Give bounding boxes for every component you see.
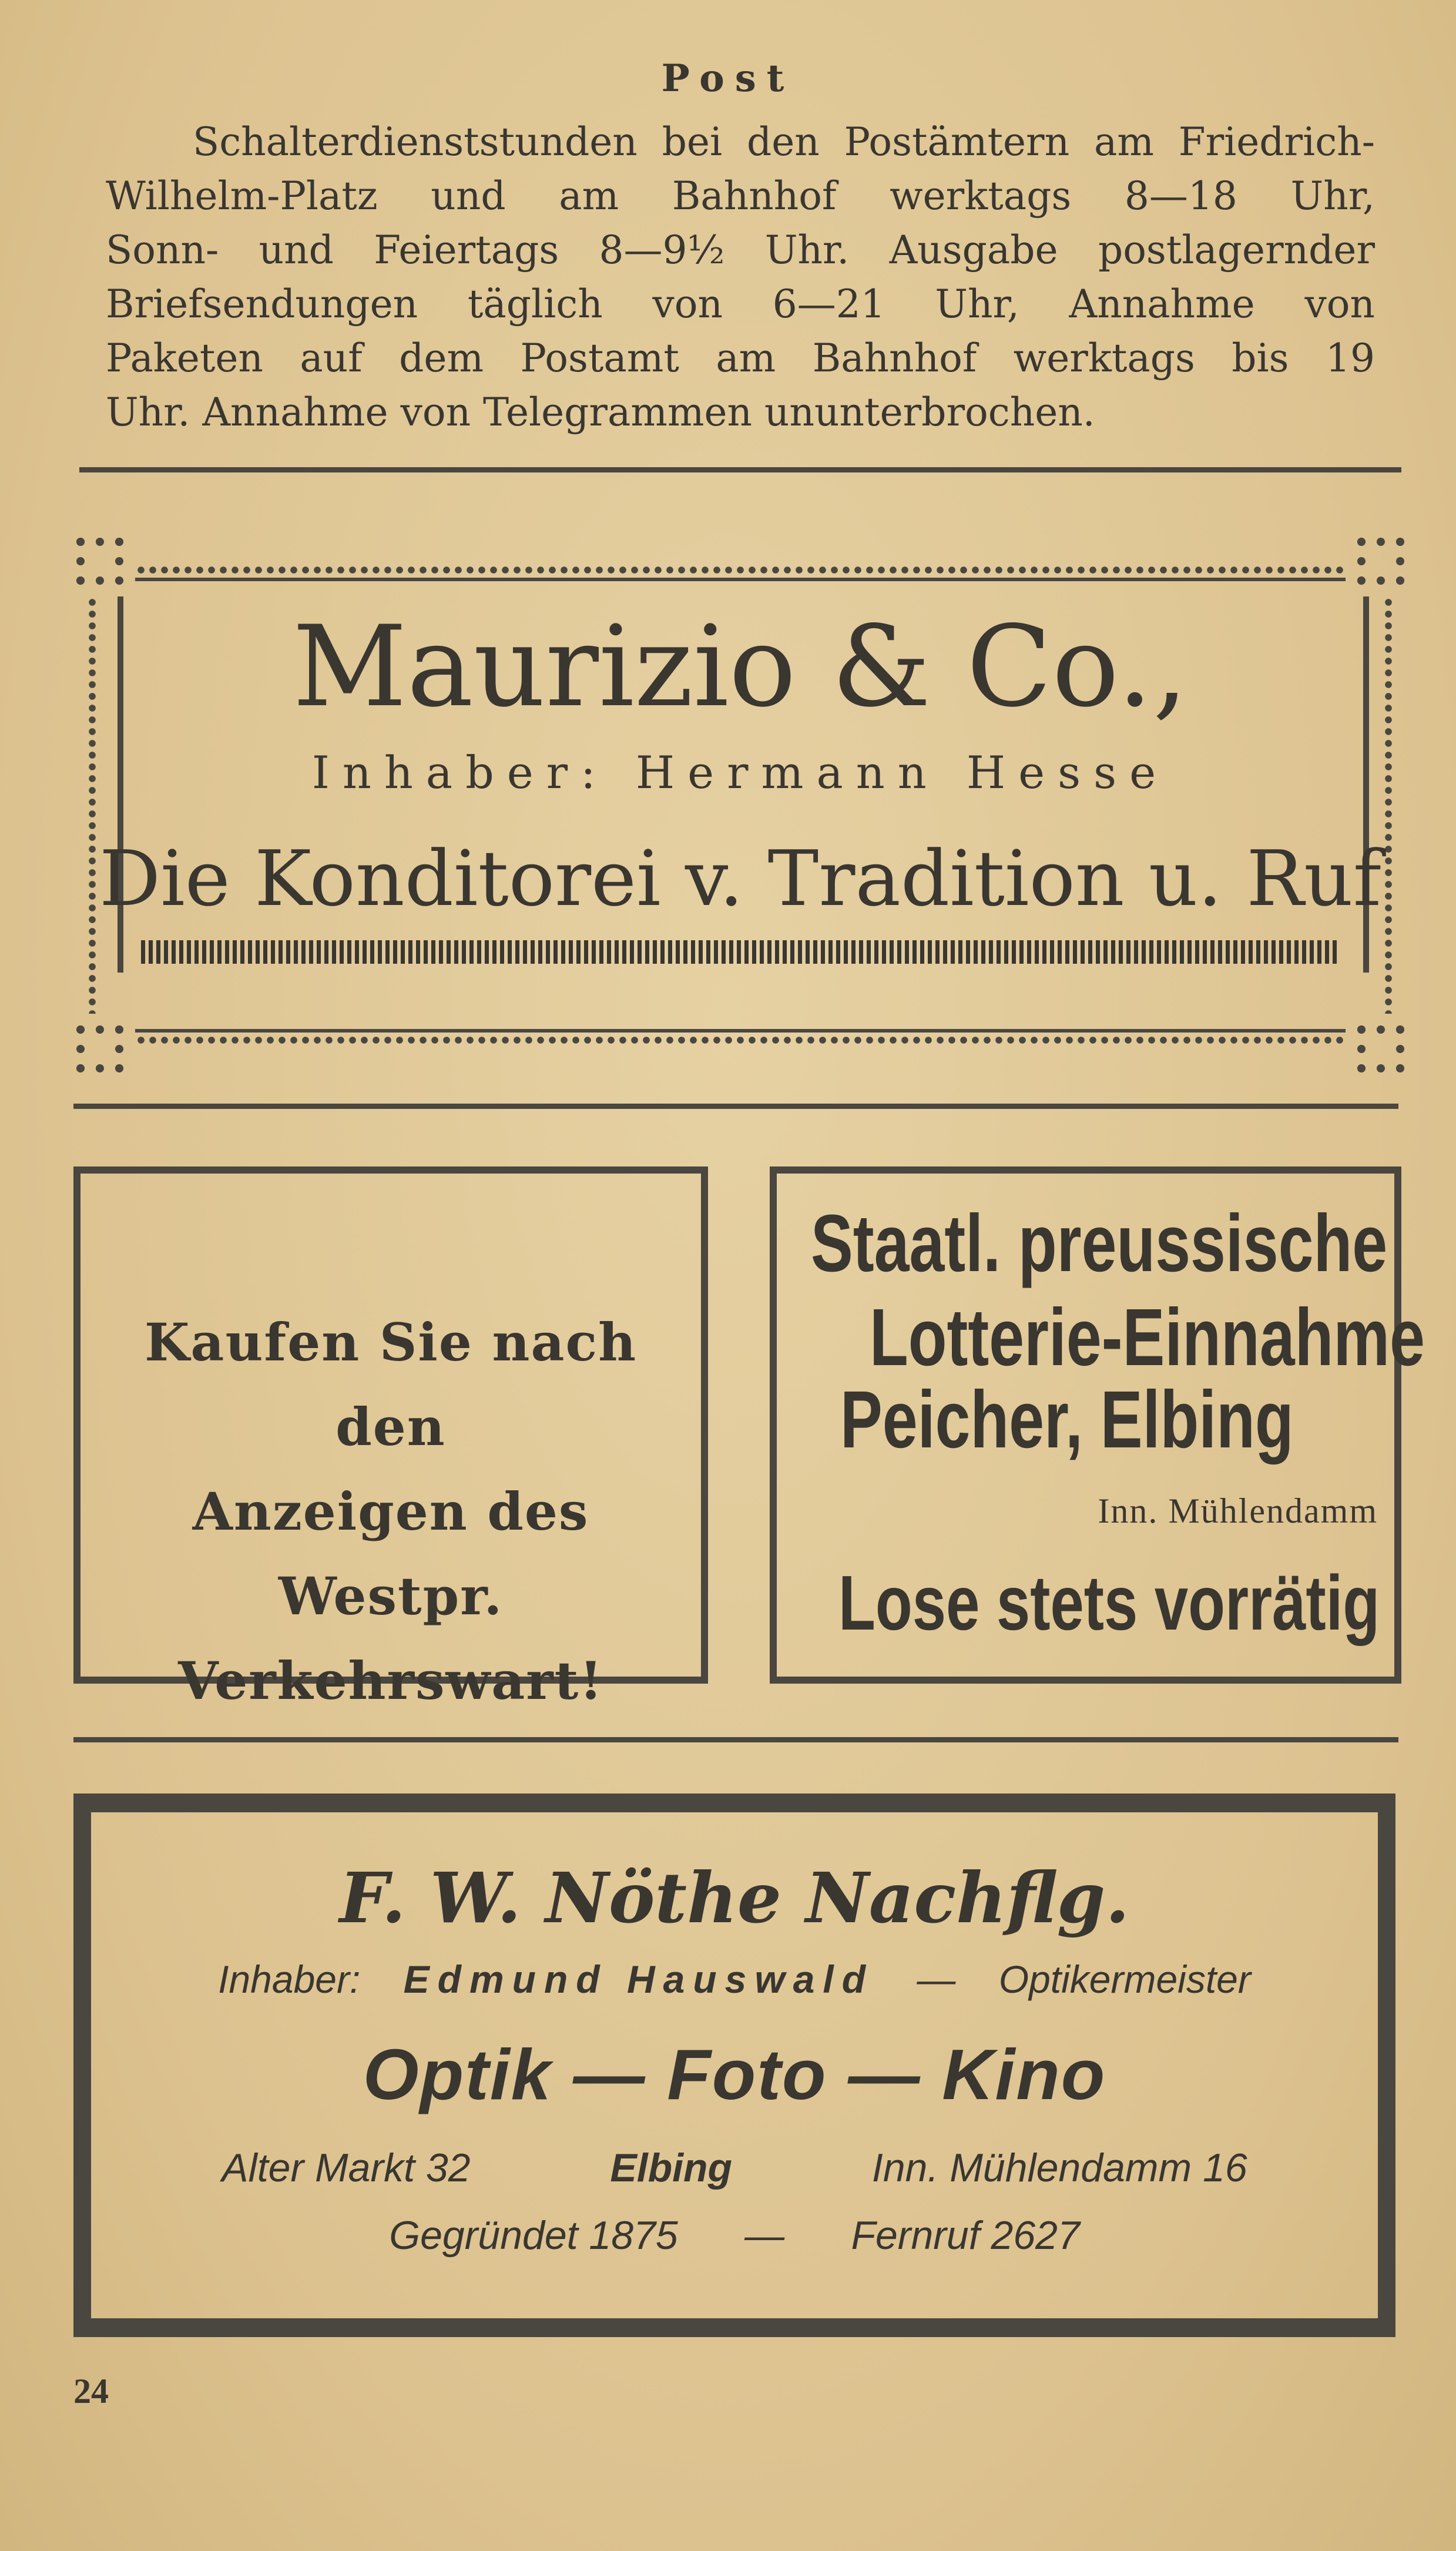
frame-line-top — [135, 578, 1346, 581]
ad-border-left — [73, 1810, 91, 2321]
founded-text: Gegründet 1875 — [389, 2213, 678, 2258]
ad-services: Optik — Foto — Kino — [363, 2034, 1106, 2114]
ad-owner — [91, 1957, 1378, 2002]
ad-owner: Inhaber: Hermann Hesse — [311, 746, 1169, 799]
ad-border-top — [73, 1794, 1395, 1812]
ad-line: Anzeigen des — [192, 1481, 589, 1542]
ad-border-bottom — [73, 2318, 1395, 2337]
ad-lotterie — [770, 1166, 1425, 1684]
ad-slogan: Die Konditorei v. Tradition u. Ruf — [99, 834, 1381, 923]
corner-ornament — [76, 538, 123, 585]
founded-dash: — — [744, 2213, 785, 2258]
ad-line: Kaufen Sie nach den — [144, 1312, 638, 1457]
divider-rule — [73, 1104, 1398, 1109]
post-line: Wilhelm-Platz und am Bahnhof werktags 8—18 Uhr, — [106, 173, 1375, 219]
ad-founded — [91, 2213, 1378, 2258]
ad-address — [91, 2145, 1378, 2191]
ad-verkehrswart — [73, 1166, 708, 1711]
ad-border-right — [1378, 1810, 1395, 2321]
post-line: Sonn- und Feiertags 8—9½ Uhr. Ausgabe postlagernder — [106, 227, 1375, 273]
post-line: Paketen auf dem Postamt am Bahnhof werktags bis 19 — [106, 336, 1375, 381]
ad-business-name: F. W. Nöthe Nachflg. — [339, 1857, 1130, 1939]
phone-number: Fernruf 2627 — [851, 2213, 1080, 2258]
address-city: Elbing — [610, 2146, 733, 2190]
owner-dash: — — [917, 1957, 956, 2001]
corner-ornament — [1357, 1025, 1404, 1072]
owner-title: Optikermeister — [998, 1957, 1251, 2001]
divider-rule — [79, 467, 1401, 472]
corner-ornament — [76, 1025, 123, 1072]
address-branch: Inn. Mühlendamm 16 — [871, 2146, 1247, 2190]
dotted-border-bottom — [135, 1036, 1346, 1044]
dotted-border-top — [135, 566, 1346, 574]
owner-name: Edmund Hauswald — [403, 1957, 874, 2001]
post-heading: Post — [661, 56, 795, 100]
owner-prefix: Inhaber: — [218, 1957, 361, 2001]
ad-line: Staatl. preussische — [811, 1198, 1388, 1289]
corner-ornament — [1357, 538, 1404, 585]
post-line: Schalterdienststunden bei den Postämtern am Friedrich- — [193, 119, 1375, 165]
ad-line: Peicher, Elbing — [840, 1375, 1294, 1465]
post-line: Uhr. Annahme von Telegrammen ununterbrochen. — [106, 390, 1095, 435]
ad-line: Westpr. Verkehrswart! — [178, 1566, 603, 1711]
post-paragraph — [106, 115, 1375, 440]
ad-maurizio — [76, 538, 1404, 1072]
frame-line-bottom — [135, 1029, 1346, 1033]
ornamental-bar-strip — [141, 940, 1340, 964]
page-number: 24 — [73, 2372, 109, 2411]
ad-address: Inn. Mühlendamm — [1098, 1491, 1378, 1530]
address-street: Alter Markt 32 — [222, 2146, 471, 2190]
ad-title: Maurizio & Co., — [292, 602, 1189, 732]
ad-tagline: Lose stets vorrätig — [838, 1560, 1380, 1646]
ad-line: Lotterie-Einnahme — [870, 1292, 1425, 1383]
ad-text — [80, 1300, 701, 1723]
post-line: Briefsendungen täglich von 6—21 Uhr, Annahme von — [106, 281, 1375, 327]
divider-rule — [73, 1737, 1398, 1742]
